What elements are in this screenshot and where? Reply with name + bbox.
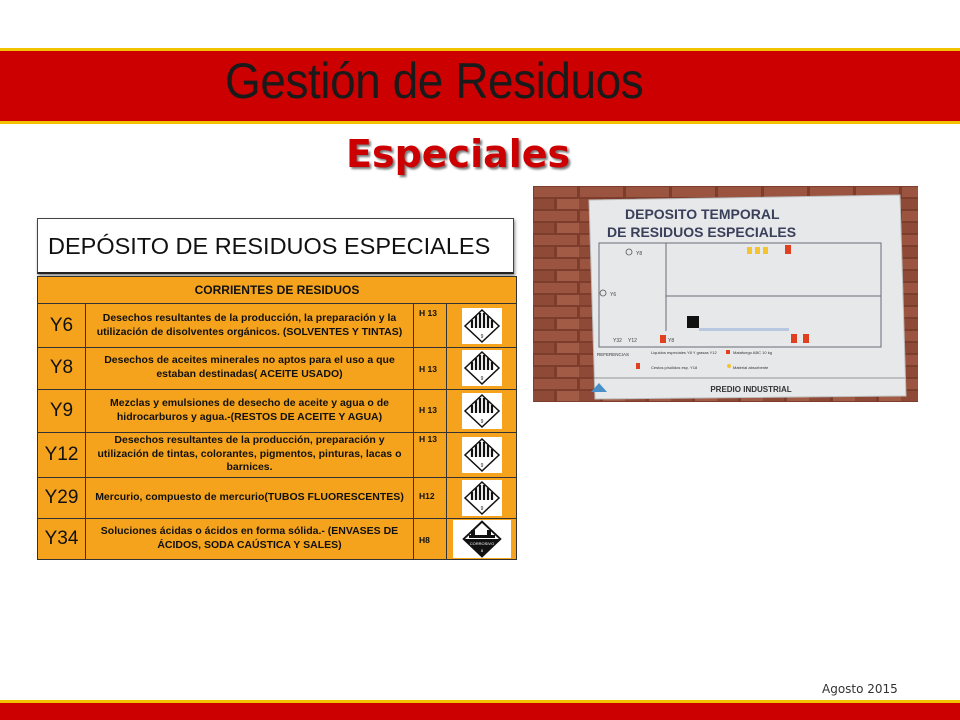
hazard-code-cell [415,347,447,389]
hazard-code-cell [415,518,447,559]
table-row [38,347,516,390]
waste-description: Desechos resultantes de la producción, preparación y utilización de tintas, colorantes, pigmentos, pinturas, lacas o barnices. [86,432,414,477]
table-subheader-text: CORRIENTES DE RESIDUOS [194,283,360,297]
svg-text:8: 8 [480,547,483,553]
hazard-code-cell [415,432,447,477]
table-subheader [38,277,516,304]
waste-description: Mercurio, compuesto de mercurio(TUBOS FLUORESCENTES) [86,477,414,518]
deposit-photo [533,186,918,402]
miscellaneous-hazard-icon [447,304,516,347]
svg-text:9: 9 [480,418,483,425]
miscellaneous-hazard-icon [447,477,516,518]
plan-label-4: Y12 [628,338,637,344]
hazard-code: H8 [419,535,430,545]
waste-code: Y34 [38,518,86,559]
waste-sign-image [37,218,517,560]
hazard-code: H 13 [419,405,437,415]
plan-label-3: Y32 [613,338,622,344]
footer-date: Agosto 2015 [822,682,898,696]
hazard-code: H 13 [419,308,437,318]
sign-header-text: DEPÓSITO DE RESIDUOS ESPECIALES [48,233,491,259]
waste-code: Y8 [38,347,86,389]
table-row [38,432,516,478]
hazard-code-cell [415,477,447,518]
plan-label-5: Y8 [668,338,675,344]
table-row [38,304,516,348]
miscellaneous-hazard-icon [447,347,516,389]
svg-text:9: 9 [480,462,483,469]
hazard-code: H 13 [419,364,437,374]
page-title: Gestión de Residuos [225,53,644,109]
svg-text:9: 9 [480,333,483,340]
svg-text:9: 9 [480,505,483,512]
waste-code: Y6 [38,304,86,347]
photo-legend-item-2: Matafuego ABC 10 kg [733,350,772,355]
photo-legend-item-1: Liquidos especiales Y8 Y grasas Y12 [651,350,717,355]
plan-label-2: Y6 [610,292,617,298]
waste-code: Y12 [38,432,86,477]
svg-text:CORROSIVO: CORROSIVO [469,540,494,546]
miscellaneous-hazard-icon [447,432,516,477]
sign-header [37,218,514,274]
svg-text:9: 9 [480,376,483,382]
photo-legend-title: REFERENCIAS [597,352,630,357]
hazard-code: H 13 [419,434,437,444]
hazard-code: H12 [419,491,435,501]
page-subtitle: Especiales [346,132,571,176]
photo-footer-label: PREDIO INDUSTRIAL [710,385,792,394]
waste-description: Mezclas y emulsiones de desecho de aceite y agua o de hidrocarburos y agua.-(RESTOS DE ACEITE Y AGUA) [86,389,414,432]
waste-code: Y9 [38,389,86,432]
deposit-photo-drawing [533,186,918,402]
miscellaneous-hazard-icon [447,389,516,432]
photo-sign-title-1: DEPOSITO TEMPORAL [625,206,780,222]
photo-legend-item-4: Material absorbente [733,365,769,370]
plan-label-1: Y8 [636,251,643,257]
table-row [38,518,516,559]
waste-description: Desechos de aceites minerales no aptos para el uso a que estaban destinadas( ACEITE USADO) [86,347,414,389]
waste-streams-table [37,276,517,560]
table-row [38,477,516,519]
hazard-code-cell [415,304,447,347]
hazard-code-cell [415,389,447,432]
footer-bar [0,700,960,720]
corrosive-hazard-icon [447,518,516,559]
photo-sign-title-2: DE RESIDUOS ESPECIALES [607,224,797,240]
table-row [38,389,516,433]
waste-code: Y29 [38,477,86,518]
waste-description: Soluciones ácidas o ácidos en forma sólida.- (ENVASES DE ÁCIDOS, SODA CAÚSTICA Y SALES) [86,518,414,559]
waste-description: Desechos resultantes de la producción, la preparación y la utilización de disolventes orgánicos. (SOLVENTES Y TINTAS) [86,304,414,347]
photo-legend-item-3: Cestos p/sólidos esp. Y18 [651,365,698,370]
